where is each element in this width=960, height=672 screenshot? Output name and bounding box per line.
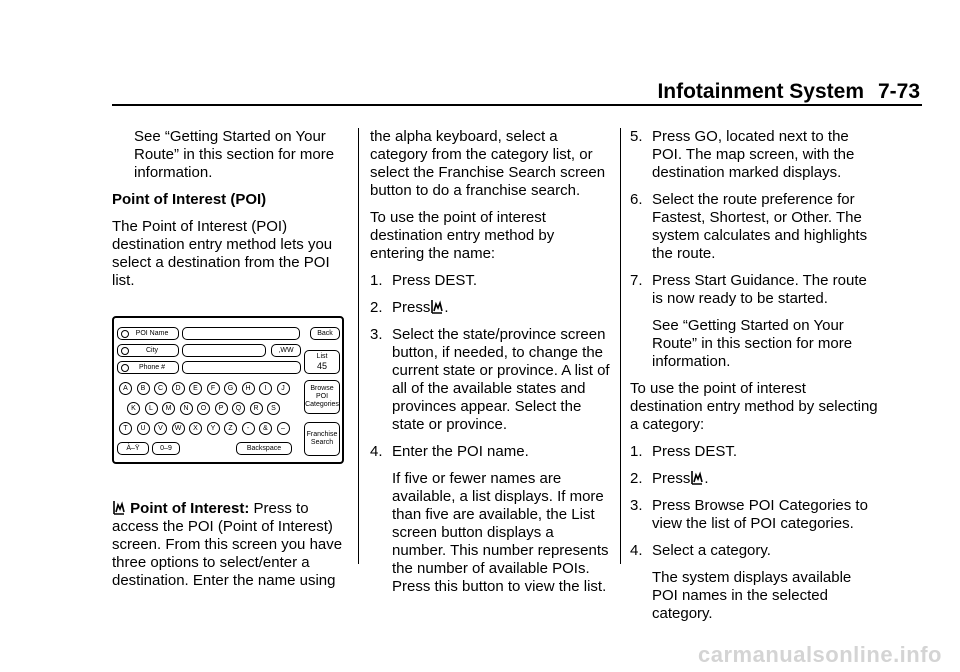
keyboard-key: D xyxy=(172,382,185,395)
keyboard-key: I xyxy=(259,382,272,395)
keyboard-key: A xyxy=(119,382,132,395)
step-number: 1. xyxy=(630,443,643,460)
step-text: Enter the POI name. xyxy=(392,443,529,460)
city-label: City xyxy=(145,346,159,354)
list-label: List xyxy=(316,353,328,360)
keyboard-key: Q xyxy=(232,402,245,415)
radio-icon xyxy=(121,330,129,338)
radio-icon xyxy=(121,364,129,372)
keyboard-key: X xyxy=(189,422,202,435)
paragraph: To use the point of interest destination entry method by selecting a category: xyxy=(630,380,878,433)
step-text: Press Start Guidance. The route is now ready to be started. xyxy=(652,272,867,307)
keyboard-key: U xyxy=(137,422,150,435)
digits-key: 0–9 xyxy=(152,442,180,455)
step-text: Press Browse POI Categories to view the list of POI categories. xyxy=(652,497,868,532)
keyboard-key: L xyxy=(145,402,158,415)
keyboard-key: N xyxy=(180,402,193,415)
step-detail: See “Getting Started on Your Route” in this section for more information. xyxy=(652,317,853,370)
browse-poi-categories-button: Browse POI Categories xyxy=(304,380,340,414)
paragraph-text: Press to access the POI (Point of Interest) screen. From this screen you have three options to select/enter a destination. Enter the name using xyxy=(112,500,343,589)
poi-screen-illustration xyxy=(112,316,344,464)
keyboard-key: Z xyxy=(224,422,237,435)
step xyxy=(630,497,880,533)
keyboard-key: H xyxy=(242,382,255,395)
step-text: Select the route preference for Fastest, Shortest, or Other. The system calculates and highlights the route. xyxy=(652,191,868,262)
backspace-key: Backspace xyxy=(236,442,292,455)
step xyxy=(630,542,880,560)
step-detail: If five or fewer names are available, a list displays. If more than five are available, the List screen button displays a number. This number represents the number of available POIs. Press this button to view the list. xyxy=(392,470,609,595)
keyboard-key: - xyxy=(242,422,255,435)
city-button xyxy=(117,344,179,357)
keyboard-key: & xyxy=(259,422,272,435)
step-number: 2. xyxy=(370,299,383,316)
paragraph: the alpha keyboard, select a category from the category list, or select the Franchise Search screen button to do a franchise search. xyxy=(370,128,606,199)
paragraph: See “Getting Started on Your Route” in this section for more information. xyxy=(134,128,335,181)
keyboard-key: V xyxy=(154,422,167,435)
step xyxy=(630,191,880,263)
step-text: Press xyxy=(392,299,431,316)
step-number: 6. xyxy=(630,191,643,208)
step-number: 3. xyxy=(370,326,383,343)
poi-icon xyxy=(112,500,126,515)
column-3 xyxy=(630,128,880,632)
keyboard-key: P xyxy=(215,402,228,415)
keyboard-key: K xyxy=(127,402,140,415)
header-rule xyxy=(112,104,922,106)
list-button xyxy=(304,350,340,374)
step-detail: The system displays available POI names in the selected category. xyxy=(652,569,852,622)
step-number: 3. xyxy=(630,497,643,514)
step-number: 2. xyxy=(630,470,643,487)
step-text: Select a category. xyxy=(652,542,771,559)
keyboard-key: T xyxy=(119,422,132,435)
step-number: 7. xyxy=(630,272,643,289)
step xyxy=(630,272,880,308)
poi-name-button xyxy=(117,327,179,340)
paragraph: The Point of Interest (POI) destination entry method lets you select a destination from the POI list. xyxy=(112,218,333,289)
poi-icon xyxy=(430,299,444,314)
step xyxy=(370,272,610,290)
step xyxy=(370,326,610,434)
phone-field xyxy=(182,361,301,374)
step: 2. Press . xyxy=(630,470,709,487)
phone-label: Phone # xyxy=(138,363,166,371)
step-number: 4. xyxy=(370,443,383,460)
paragraph xyxy=(112,500,344,590)
franchise-search-button: Franchise Search xyxy=(304,422,340,456)
term: Point of Interest: xyxy=(130,500,250,517)
section-heading: Point of Interest (POI) xyxy=(112,191,267,208)
accent-key: À–Ÿ xyxy=(117,442,149,455)
keyboard-key: O xyxy=(197,402,210,415)
radio-icon xyxy=(121,347,129,355)
keyboard-key: J xyxy=(277,382,290,395)
list-count: 45 xyxy=(316,361,327,371)
column-divider xyxy=(620,128,621,564)
step-text: Press xyxy=(652,470,691,487)
keyboard-key: W xyxy=(172,422,185,435)
step xyxy=(630,443,880,461)
keyboard-key: G xyxy=(224,382,237,395)
keyboard-key: F xyxy=(207,382,220,395)
step xyxy=(370,443,610,461)
step-text: Press GO, located next to the POI. The map screen, with the destination marked displays. xyxy=(652,128,855,181)
watermark: carmanualsonline.info xyxy=(698,642,942,667)
header-title: Infotainment System xyxy=(657,80,864,103)
step-number: 4. xyxy=(630,542,643,559)
step-text: Press DEST. xyxy=(392,272,478,289)
step: 2. Press . xyxy=(370,299,449,316)
column-1-lower xyxy=(112,500,344,599)
step xyxy=(630,128,880,182)
keyboard-key: R xyxy=(250,402,263,415)
keyboard-key: – xyxy=(277,422,290,435)
step-number: 5. xyxy=(630,128,643,145)
step-number: 1. xyxy=(370,272,383,289)
column-2 xyxy=(370,128,610,605)
keyboard-key: M xyxy=(162,402,175,415)
city-field xyxy=(182,344,266,357)
poi-name-field xyxy=(182,327,300,340)
keyboard-key: C xyxy=(154,382,167,395)
page-number: 7-73 xyxy=(877,80,920,103)
column-divider xyxy=(358,128,359,564)
back-button: Back xyxy=(310,327,340,340)
keyboard-key: Y xyxy=(207,422,220,435)
step-text: Select the state/province screen button, if needed, to change the current state or province. A list of all of the available states and provinces appear. Select the state or province. xyxy=(392,326,610,433)
poi-name-label: POI Name xyxy=(135,329,169,337)
keyboard-key: S xyxy=(267,402,280,415)
keyboard-key: B xyxy=(137,382,150,395)
keyboard-key: E xyxy=(189,382,202,395)
poi-icon xyxy=(690,470,704,485)
step-text: Press DEST. xyxy=(652,443,738,460)
paragraph: To use the point of interest destination entry method by entering the name: xyxy=(370,209,555,262)
column-1 xyxy=(112,128,344,299)
ww-button: ,WW xyxy=(271,344,301,357)
phone-button xyxy=(117,361,179,374)
